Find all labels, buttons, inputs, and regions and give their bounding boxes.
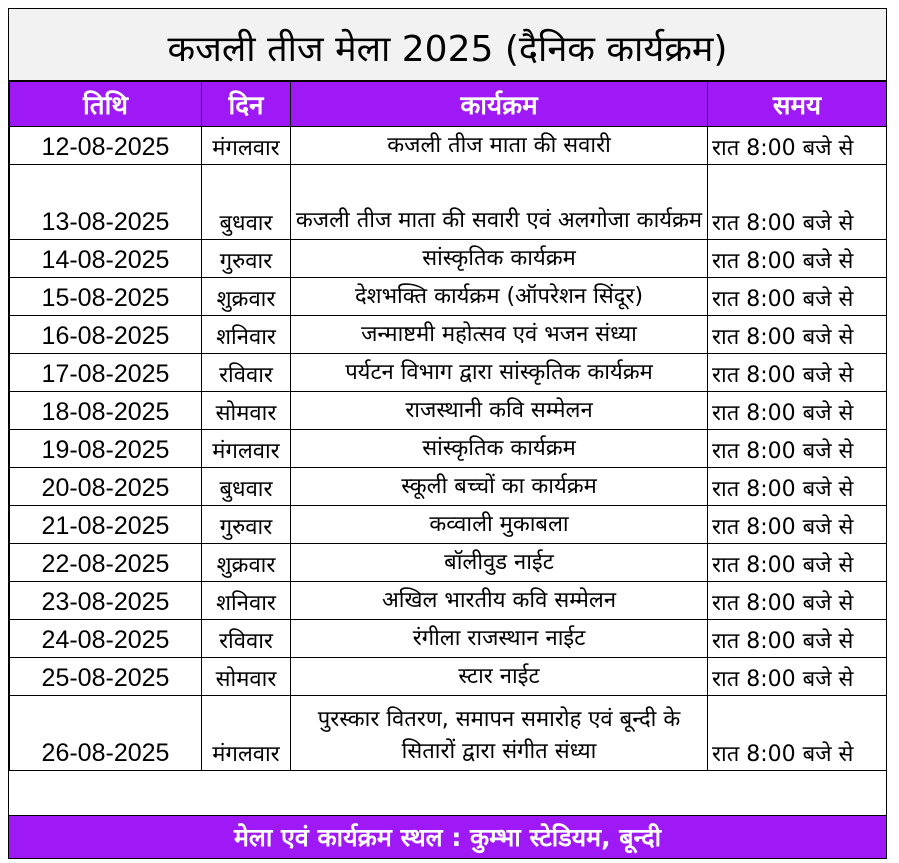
row-program: देशभक्ति कार्यक्रम (ऑपरेशन सिंदूर): [291, 278, 708, 316]
row-day: मंगलवार: [202, 696, 291, 771]
row-program: सांस्कृतिक कार्यक्रम: [291, 240, 708, 278]
schedule-sheet: [8, 8, 887, 859]
row-program: कजली तीज माता की सवारी: [291, 127, 708, 165]
row-time: रात 8:00 बजे से: [708, 316, 887, 354]
table-row: [10, 165, 887, 240]
row-day: मंगलवार: [202, 430, 291, 468]
row-date: 23-08-2025: [10, 582, 202, 620]
row-time: रात 8:00 बजे से: [708, 354, 887, 392]
row-date: 13-08-2025: [10, 165, 202, 240]
row-date: 14-08-2025: [10, 240, 202, 278]
row-time: रात 8:00 बजे से: [708, 392, 887, 430]
table-row: [10, 544, 887, 582]
row-day: गुरुवार: [202, 240, 291, 278]
row-day: गुरुवार: [202, 506, 291, 544]
table-row: [10, 392, 887, 430]
header-date: तिथि: [10, 82, 202, 127]
row-program: बॉलीवुड नाईट: [291, 544, 708, 582]
row-day: शुक्रवार: [202, 544, 291, 582]
row-time: रात 8:00 बजे से: [708, 544, 887, 582]
row-date: 26-08-2025: [10, 696, 202, 771]
row-time: रात 8:00 बजे से: [708, 240, 887, 278]
table-row: [10, 240, 887, 278]
row-day: रविवार: [202, 620, 291, 658]
row-program: रंगीला राजस्थान नाईट: [291, 620, 708, 658]
table-row: [10, 658, 887, 696]
table-row: [10, 430, 887, 468]
row-time: रात 8:00 बजे से: [708, 278, 887, 316]
table-row: [10, 696, 887, 771]
row-time: रात 8:00 बजे से: [708, 582, 887, 620]
table-row: [10, 468, 887, 506]
row-date: 21-08-2025: [10, 506, 202, 544]
row-time: रात 8:00 बजे से: [708, 468, 887, 506]
header-time: समय: [708, 82, 887, 127]
row-time: रात 8:00 बजे से: [708, 165, 887, 240]
row-time: रात 8:00 बजे से: [708, 696, 887, 771]
row-day: बुधवार: [202, 468, 291, 506]
row-time: रात 8:00 बजे से: [708, 506, 887, 544]
row-date: 22-08-2025: [10, 544, 202, 582]
row-program: राजस्थानी कवि सम्मेलन: [291, 392, 708, 430]
row-day: शुक्रवार: [202, 278, 291, 316]
table-row: [10, 127, 887, 165]
row-date: 12-08-2025: [10, 127, 202, 165]
row-program: कव्वाली मुकाबला: [291, 506, 708, 544]
row-date: 25-08-2025: [10, 658, 202, 696]
row-program: पुरस्कार वितरण, समापन समारोह एवं बून्दी के सितारों द्वारा संगीत संध्या: [291, 696, 708, 771]
row-date: 24-08-2025: [10, 620, 202, 658]
row-date: 18-08-2025: [10, 392, 202, 430]
row-date: 19-08-2025: [10, 430, 202, 468]
row-date: 20-08-2025: [10, 468, 202, 506]
table-row: [10, 354, 887, 392]
row-program: कजली तीज माता की सवारी एवं अलगोजा कार्यक्रम: [291, 165, 708, 240]
row-day: बुधवार: [202, 165, 291, 240]
row-day: मंगलवार: [202, 127, 291, 165]
row-program: जन्माष्टमी महोत्सव एवं भजन संध्या: [291, 316, 708, 354]
row-time: रात 8:00 बजे से: [708, 430, 887, 468]
row-day: शनिवार: [202, 316, 291, 354]
table-row: [10, 620, 887, 658]
row-day: सोमवार: [202, 392, 291, 430]
row-program: स्टार नाईट: [291, 658, 708, 696]
row-program: सांस्कृतिक कार्यक्रम: [291, 430, 708, 468]
row-program: अखिल भारतीय कवि सम्मेलन: [291, 582, 708, 620]
venue-footer: मेला एवं कार्यक्रम स्थल : कुम्भा स्टेडियम, बून्दी: [9, 815, 886, 858]
table-row: [10, 278, 887, 316]
table-row: [10, 582, 887, 620]
page-title: कजली तीज मेला 2025 (दैनिक कार्यक्रम): [9, 9, 886, 81]
header-program: कार्यक्रम: [291, 82, 708, 127]
row-time: रात 8:00 बजे से: [708, 127, 887, 165]
row-program: पर्यटन विभाग द्वारा सांस्कृतिक कार्यक्रम: [291, 354, 708, 392]
row-time: रात 8:00 बजे से: [708, 620, 887, 658]
table-row: [10, 316, 887, 354]
header-day: दिन: [202, 82, 291, 127]
schedule-table: [9, 81, 887, 771]
row-date: 16-08-2025: [10, 316, 202, 354]
table-row: [10, 506, 887, 544]
row-day: सोमवार: [202, 658, 291, 696]
row-day: रविवार: [202, 354, 291, 392]
row-day: शनिवार: [202, 582, 291, 620]
row-time: रात 8:00 बजे से: [708, 658, 887, 696]
row-date: 15-08-2025: [10, 278, 202, 316]
row-program: स्कूली बच्चों का कार्यक्रम: [291, 468, 708, 506]
row-date: 17-08-2025: [10, 354, 202, 392]
table-header-row: [10, 82, 887, 127]
